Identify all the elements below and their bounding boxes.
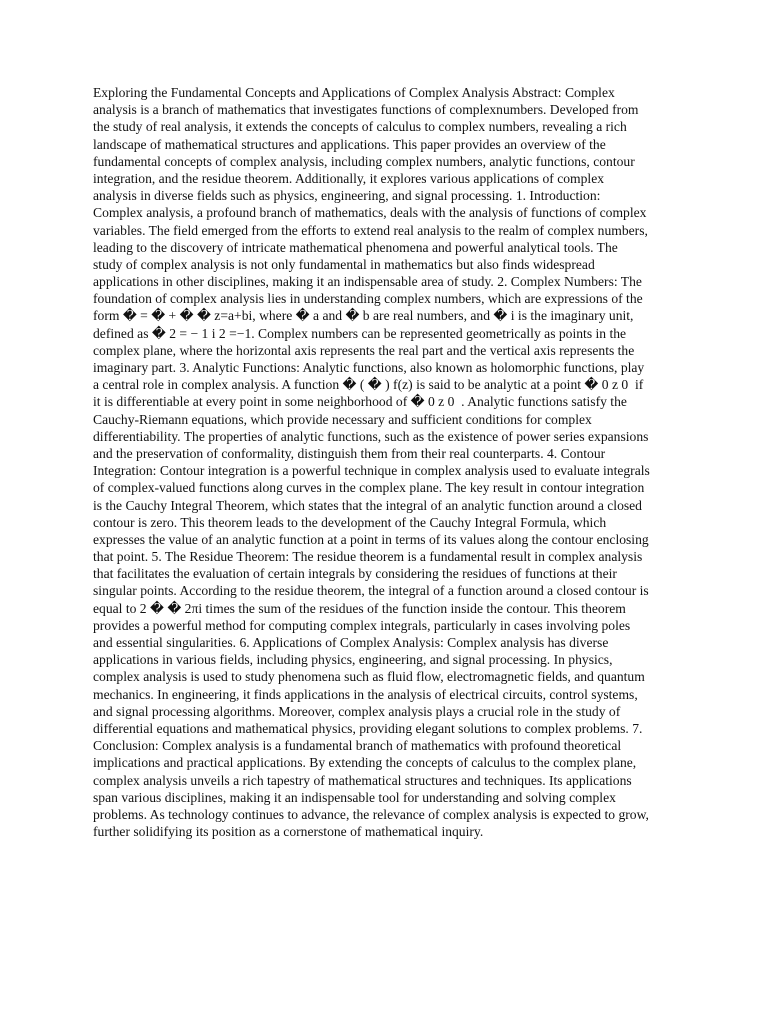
text-line: complex plane, where the horizontal axis represents the real part and the vertical axis represents the bbox=[93, 342, 635, 358]
text-line: problems. As technology continues to advance, the relevance of complex analysis is expected to grow, bbox=[93, 806, 649, 822]
text-line: of complex-valued functions along curves in the complex plane. The key result in contour integration bbox=[93, 480, 645, 496]
text-line: integration, and the residue theorem. Additionally, it explores various applications of complex bbox=[93, 170, 605, 186]
text-line: fundamental concepts of complex analysis, including complex numbers, analytic functions, contour bbox=[93, 153, 635, 169]
text-line: analysis in diverse fields such as physics, engineering, and signal processing. 1. Introduction: bbox=[93, 188, 601, 204]
text-line: imaginary part. 3. Analytic Functions: Analytic functions, also known as holomorphic functions, play bbox=[93, 360, 645, 375]
text-line: differential equations and mathematical physics, providing elegant solutions to complex problems. 7. bbox=[93, 720, 643, 736]
text-line: it is differentiable at every point in some neighborhood of � 0 z 0 . Analytic functions satisfy the bbox=[93, 394, 627, 410]
text-line: expresses the value of an analytic function at a point in terms of its values along the contour enclosing bbox=[93, 531, 649, 547]
text-line: applications in various fields, including physics, engineering, and signal processing. In physics, bbox=[93, 652, 613, 668]
text-line: analysis is a branch of mathematics that investigates functions of complexnumbers. Developed from bbox=[93, 102, 639, 118]
text-line: leading to the discovery of intricate mathematical phenomena and powerful analytical tools. The bbox=[93, 239, 618, 255]
text-line: mechanics. In engineering, it finds applications in the analysis of electrical circuits, control systems, bbox=[93, 686, 638, 702]
text-line: complex analysis is used to study phenomena such as fluid flow, electromagnetic fields, and quantum bbox=[93, 669, 645, 685]
text-line: study of complex analysis is not only fundamental in mathematics but also finds widespread bbox=[93, 256, 595, 272]
text-line: is the Cauchy Integral Theorem, which states that the integral of an analytic function around a closed bbox=[93, 497, 642, 513]
text-line: singular points. According to the residue theorem, the integral of a function around a closed contour is bbox=[93, 583, 649, 599]
text-line: Cauchy-Riemann equations, which provide necessary and sufficient conditions for complex bbox=[93, 411, 592, 427]
text-line: provides a powerful method for computing complex integrals, particularly in cases involving poles bbox=[93, 617, 631, 633]
text-line: defined as � 2 = − 1 i 2 =−1. Complex numbers can be represented geometrically as points in the bbox=[93, 325, 627, 341]
text-line: implications and practical applications. By extending the concepts of calculus to the complex plane, bbox=[93, 755, 637, 771]
text-line: Conclusion: Complex analysis is a fundamental branch of mathematics with profound theoretical bbox=[93, 738, 622, 754]
text-line: foundation of complex analysis lies in understanding complex numbers, which are expressions of the bbox=[93, 291, 643, 307]
text-line: Complex analysis, a profound branch of mathematics, deals with the analysis of functions of complex bbox=[93, 205, 647, 221]
text-line: complex analysis unveils a rich tapestry of mathematical structures and techniques. Its applications bbox=[93, 772, 632, 788]
text-line: applications in other disciplines, making it an indispensable area of study. 2. Complex Numbers: The bbox=[93, 274, 642, 290]
text-line: Integration: Contour integration is a powerful technique in complex analysis used to evaluate integrals bbox=[93, 463, 650, 479]
text-line: that facilitates the evaluation of certain integrals by considering the residues of functions at their bbox=[93, 566, 617, 582]
text-line: Exploring the Fundamental Concepts and Applications of Complex Analysis Abstract: Complex bbox=[93, 85, 615, 100]
text-line: equal to 2 � � 2πi times the sum of the residues of the function inside the contour. This theorem bbox=[93, 600, 626, 616]
text-line: further solidifying its position as a cornerstone of mathematical inquiry. bbox=[93, 824, 484, 840]
text-line: differentiability. The properties of analytic functions, such as the existence of power series expansions bbox=[93, 428, 649, 444]
text-line: and signal processing algorithms. Moreover, complex analysis plays a crucial role in the study of bbox=[93, 703, 621, 719]
text-line: that point. 5. The Residue Theorem: The residue theorem is a fundamental result in complex analysis bbox=[93, 549, 643, 565]
text-line: variables. The field emerged from the efforts to extend real analysis to the realm of complex numbers, bbox=[93, 222, 648, 238]
document-body bbox=[93, 84, 678, 840]
text-line: span various disciplines, making it an indispensable tool for understanding and solving complex bbox=[93, 789, 616, 805]
text-line: and essential singularities. 6. Applications of Complex Analysis: Complex analysis has diverse bbox=[93, 635, 609, 650]
text-line: and the preservation of conformality, distinguish them from their real counterparts. 4. Contour bbox=[93, 445, 606, 461]
text-line: the study of real analysis, it extends the concepts of calculus to complex numbers, revealing a rich bbox=[93, 119, 627, 135]
text-line: contour is zero. This theorem leads to the development of the Cauchy Integral Formula, which bbox=[93, 514, 607, 530]
text-line: landscape of mathematical structures and applications. This paper provides an overview of the bbox=[93, 136, 606, 152]
text-line: a central role in complex analysis. A function � ( � ) f(z) is said to be analytic at a point � 0 z 0 if bbox=[93, 377, 644, 393]
text-line: form � = � + � � z=a+bi, where � a and � b are real numbers, and � i is the imaginary unit, bbox=[93, 308, 634, 324]
